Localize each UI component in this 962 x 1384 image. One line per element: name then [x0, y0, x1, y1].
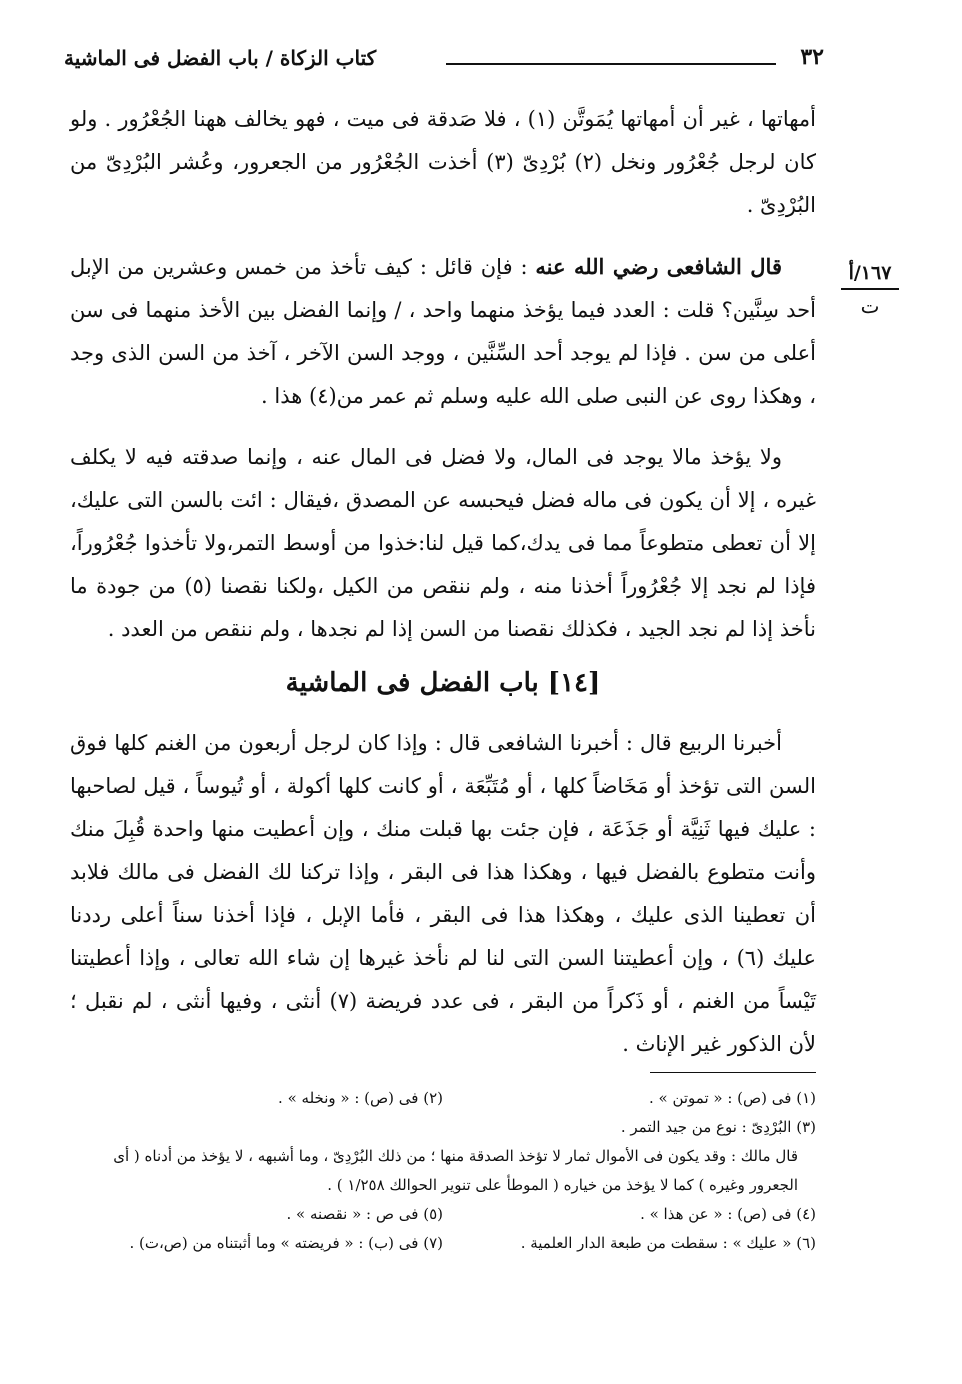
footnote-row [70, 1142, 816, 1200]
header-rule [446, 63, 776, 65]
section-heading: [١٤] باب الفضل فى الماشية [285, 668, 601, 698]
paragraph-1: أمهاتها ، غير أن أمهاتها يُمَوتَّن (١) ، فلا صَدقة فى ميت ، فهو يخالف ههنا الجُعْرُور . ولو كان لرجل جُعْرُور ونخل (٢) بُرْدِىّ (٣) أخذت الجُعْرُور من الجعرور، وعُشر البُرْدِىّ من البُرْدِىّ . [70, 107, 816, 217]
footnote-3-quote: قال مالك : وقد يكون فى الأموال ثمار لا تؤخذ الصدقة منها ؛ من ذلك البُرْدِىّ ، وما أشبهه ، لا يؤخذ من أدناه ( أى الجعرور وغيره ) كما لا يؤخذ من خياره ( الموطأ على تنوير الحوالك ١/٢٥٨ ) . [113, 1147, 798, 1194]
body-text-top [70, 98, 816, 669]
footnote-2: (٢) فى (ص) : « ونخله » . [278, 1089, 443, 1107]
speaker-label: قال الشافعى رضي الله عنه [535, 254, 782, 279]
running-title: كتاب الزكاة / باب الفضل فى الماشية [64, 46, 377, 70]
footnote-row [70, 1084, 816, 1113]
paragraph-2 [70, 245, 816, 418]
margin-rule [841, 288, 899, 290]
footnote-row [70, 1200, 816, 1229]
footnote-row [70, 1229, 816, 1258]
margin-folio: ١٦٧/أ [848, 262, 892, 284]
footnote-6: (٦) « عليك » : سقطت من طبعة الدار العلمية . [520, 1234, 816, 1252]
footnote-4: (٤) فى (ص) : « عن هذا » . [640, 1205, 816, 1223]
footnotes [70, 1084, 816, 1258]
page-number: ٣٢ [800, 44, 824, 70]
footnote-row [70, 1113, 816, 1142]
footnote-7: (٧) فى (ب) : « فريضته » وما أثبتناه من (ص،ت) . [129, 1234, 443, 1252]
margin-manuscript-siglum: ت [860, 294, 880, 318]
footnote-1: (١) فى (ص) : « تموتن » . [648, 1089, 816, 1107]
footnote-5: (٥) فى ص : « نقصنه » . [286, 1205, 443, 1223]
margin-folio-note [840, 262, 900, 318]
footnote-rule [650, 1072, 816, 1073]
paragraph-4: أخبرنا الربيع قال : أخبرنا الشافعى قال : وإذا كان لرجل أربعون من الغنم كلها فوق السن التى تؤخذ أو مَخَاضاً كلها ، أو مُتَبِّعَة ، أو كانت كلها أكولة ، أو تُيوساً ، قيل لصاحبها : عليك فيها ثَنِيَّة أو جَذَعَة ، فإن جئت بها قبلت منك ، وإن أعطيت منها واحدة قُبِلَ منك وأنت متطوع بالفضل فيها ، وهكذا هذا فى البقر ، وإذا تركنا لك الفضل فى مالك فلابد أن تعطينا الذى عليك ، وهكذا هذا فى البقر ، فأما الإبل ، فإذا أخذنا سناً أعلى رددنا عليك (٦) ، وإن أعطيتنا السن التى لنا لم نأخذ غيرها إن شاء الله تعالى ، وإذا أعطيتنا تَيْساً من الغنم ، أو ذَكراً من البقر ، فى عدد فريضة (٧) أنثى ، وفيها أنثى ، لم نقبل ؛ لأن الذكور غير الإناث . [70, 731, 816, 1056]
running-header [64, 44, 824, 80]
paragraph-3: ولا يؤخذ مالا يوجد فى المال، ولا فضل فى المال عنه ، وإنما صدقته فيه لا يكلف غيره ، إلا أن يكون فى ماله فضل فيحبسه عن المصدق ،فيقال : ائت بالسن التى عليك، إلا أن تعطى متطوعاً مما فى يدك،كما قيل لنا:خذوا من أوسط التمر،ولا تأخذوا جُعْرُوراً، فإذا لم نجد إلا جُعْرُوراً أخذنا منه ، ولم ننقص من الكيل ،ولكنا نقصنا (٥) من جودة ما نأخذ إذا لم نجد الجيد ، فكذلك نقصنا من السن إذا لم نجدها ، ولم ننقص من العدد . [70, 445, 816, 641]
paragraph-2-text: : فإن قائل : كيف تأخذ من خمس وعشرين من الإبل أحد سِنَّين؟ قلت : العدد فيما يؤخذ منهما واحد ، / وإنما الفضل بين الأخذ منهما فى سن أعلى من سن . فإذا لم يوجد أحد السِّنَّين ، ووجد السن الآخر ، آخذ من السن الذى وجد ، وهكذا روى عن النبى صلى الله عليه وسلم ثم عمر من(٤) هذا . [70, 255, 816, 408]
body-text-bottom [70, 722, 816, 1084]
footnote-3: (٣) البُرْدِىّ : نوع من جيد التمر . [620, 1118, 816, 1136]
